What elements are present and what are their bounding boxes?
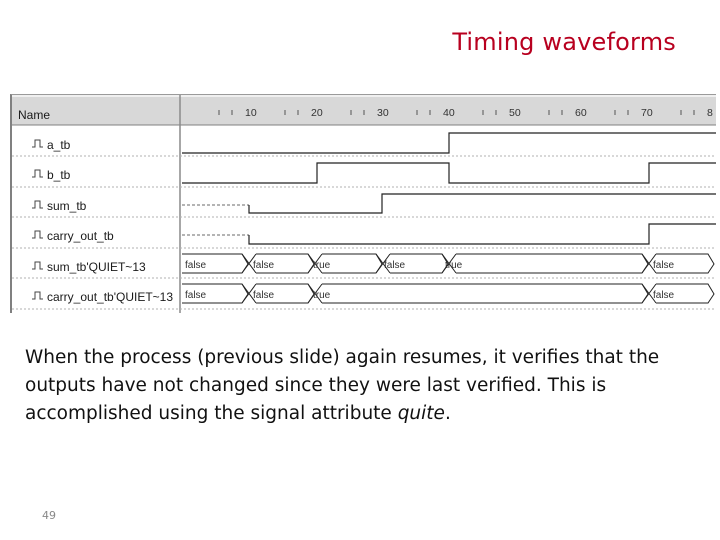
tick-label: 40 <box>443 107 455 119</box>
waveform-b-tb <box>182 163 716 183</box>
signal-row-sum-quiet[interactable] <box>32 260 146 274</box>
tick-label: 8 <box>707 107 713 119</box>
body-text-end: . <box>444 403 451 424</box>
waveform-sum-tb <box>249 194 716 213</box>
body-text-emphasis: quite <box>397 403 445 424</box>
slide-title: Timing waveforms <box>452 28 676 56</box>
signal-name: carry_out_tb'QUIET~13 <box>47 290 174 304</box>
signal-name: b_tb <box>47 168 71 182</box>
tick-label: 10 <box>245 107 257 119</box>
bus-value: true <box>313 290 331 301</box>
tick-label: 60 <box>575 107 587 119</box>
slide-body-text <box>25 344 705 428</box>
signal-row-carry-quiet[interactable] <box>32 290 173 304</box>
tick-label: 30 <box>377 107 389 119</box>
waveform-carry-out-tb <box>249 224 716 244</box>
body-text-main: When the process (previous slide) again resumes, it verifies that the outputs have not changed since they were last verified. This is accomplished using the signal attribute <box>25 347 660 424</box>
tick-label: 70 <box>641 107 653 119</box>
bus-value: false <box>185 260 207 271</box>
signal-name: a_tb <box>47 138 71 152</box>
tick-label: 20 <box>311 107 323 119</box>
page-number: 49 <box>42 509 56 522</box>
bus-value: false <box>653 260 675 271</box>
bus-value: true <box>445 260 463 271</box>
bus-value: false <box>185 290 207 301</box>
name-column-header[interactable]: Name <box>18 108 51 122</box>
bus-value: false <box>653 290 675 301</box>
signal-name: sum_tb'QUIET~13 <box>47 260 146 274</box>
bus-value: false <box>253 290 275 301</box>
tick-label: 50 <box>509 107 521 119</box>
signal-name: carry_out_tb <box>47 229 114 243</box>
waveform-viewer <box>10 94 716 313</box>
bus-value: false <box>384 260 406 271</box>
bus-value: true <box>313 260 331 271</box>
waveform-a-tb <box>182 133 716 153</box>
signal-name: sum_tb <box>47 199 87 213</box>
bus-value: false <box>253 260 275 271</box>
